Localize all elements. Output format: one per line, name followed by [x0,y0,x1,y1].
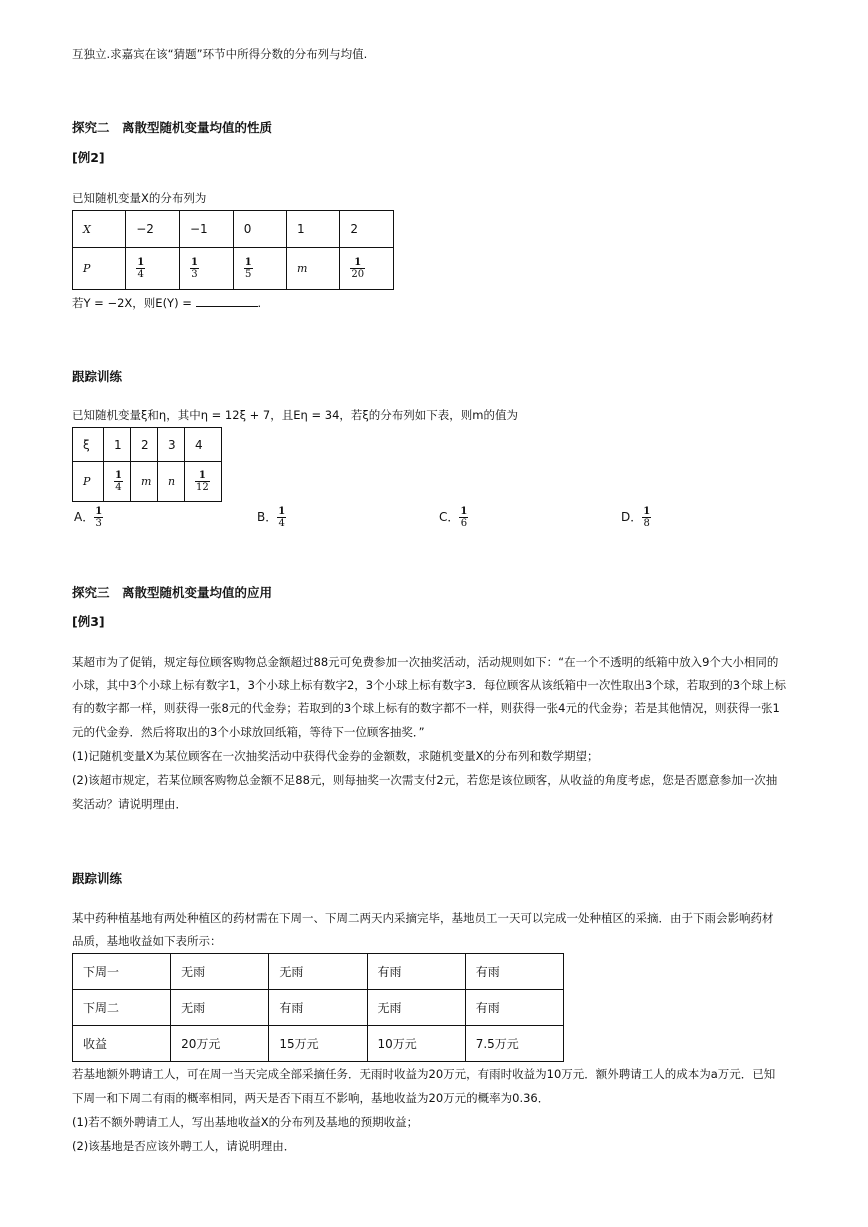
track2-intro-line: 某中药种植基地有两处种植区的药材需在下周一、下周二两天内采摘完毕，基地员工一天可以完成一处种植区的采摘．由于下雨会影响药材 [72,911,774,925]
table-row [73,954,564,990]
table-cell: 无雨 [367,990,465,1026]
table-cell: ξ [73,428,104,462]
track2-body-line: (1)若不额外聘请工人，写出基地收益X的分布列及基地的预期收益； [72,1115,419,1129]
table-cell: m [286,248,339,290]
track2-income-table [72,953,564,1062]
table-cell: 10万元 [367,1026,465,1062]
option-d[interactable] [621,506,651,529]
fraction: $\frac{1}{4}$ [278,506,286,529]
question-end: . [257,296,262,310]
fraction: $\frac{1}{3}$ [190,257,198,280]
example2-intro: 已知随机变量X的分布列为 [72,191,207,205]
table-row [73,990,564,1026]
table-cell: m [131,462,158,502]
table-cell: P [73,462,104,502]
option-b[interactable] [257,506,286,529]
table-row [73,462,222,502]
example3-line: 有的数字都一样，则获得一张8元的代金券；若取到的3个球上标有的数字都不一样，则获得一张4元的代金券；若是其他情况，则获得一张1 [72,701,780,715]
continued-question-text: 互独立.求嘉宾在该“猜题”环节中所得分数的分布列与均值. [72,47,368,61]
example3-line: 某超市为了促销，规定每位顾客购物总金额超过88元可免费参加一次抽奖活动，活动规则如下：“在一个不透明的纸箱中放入9个大小相同的 [72,655,779,669]
fraction: $\frac{1}{5}$ [244,257,252,280]
table-row [73,211,394,248]
fraction: $\frac{1}{20}$ [351,257,365,280]
table-cell: 下周一 [73,954,171,990]
table-cell [340,248,394,290]
track2-body-line: 若基地额外聘请工人，可在周一当天完成全部采摘任务．无雨时收益为20万元，有雨时收益为10万元．额外聘请工人的成本为a万元．已知 [72,1067,776,1081]
table-row [73,248,394,290]
section2-title: 探究二 离散型随机变量均值的性质 [72,120,273,135]
track1-title: 跟踪训练 [72,369,123,384]
fraction: $\frac{1}{4}$ [115,470,122,493]
table-cell: 1 [104,428,131,462]
table-cell: 无雨 [269,954,367,990]
table-cell: −2 [126,211,180,248]
table-cell: P [73,248,126,290]
table-cell: 下周二 [73,990,171,1026]
table-cell: 无雨 [171,954,269,990]
table-cell: 4 [185,428,222,462]
track2-body-line: (2)该基地是否应该外聘工人，请说明理由． [72,1139,296,1153]
track2-title: 跟踪训练 [72,871,123,886]
table-cell: 有雨 [367,954,465,990]
section3-title: 探究三 离散型随机变量均值的应用 [72,585,273,600]
example3-line: 奖活动？请说明理由． [72,797,187,811]
option-label: D． [621,510,643,524]
table-cell: 20万元 [171,1026,269,1062]
table-cell [126,248,180,290]
table-cell [185,462,222,502]
table-cell: 0 [233,211,286,248]
table-cell: 2 [340,211,394,248]
option-label: A． [74,510,95,524]
fraction: $\frac{1}{4}$ [137,257,145,280]
track2-intro-line: 品质，基地收益如下表所示： [72,934,222,948]
option-a[interactable] [74,506,103,529]
fraction: $\frac{1}{6}$ [460,506,468,529]
table-cell: 收益 [73,1026,171,1062]
table-cell: 有雨 [269,990,367,1026]
table-cell: −1 [179,211,233,248]
option-label: C． [439,510,460,524]
table-cell: 15万元 [269,1026,367,1062]
fraction: $\frac{1}{12}$ [196,470,209,493]
table-row [73,1026,564,1062]
track1-intro: 已知随机变量ξ和η，其中η = 12ξ + 7，且Eη = 34，若ξ的分布列如下表，则m的值为 [72,408,518,422]
table-cell [104,462,131,502]
track2-body-line: 下周一和下周二有雨的概率相同，两天是否下雨互不影响，基地收益为20万元的概率为0.36． [72,1091,550,1105]
example3-label: [例3] [72,614,105,629]
table-cell: X [73,211,126,248]
example2-distribution-table [72,210,394,290]
example3-line: (2)该超市规定，若某位顾客购物总金额不足88元，则每抽奖一次需支付2元，若您是该位顾客，从收益的角度考虑，您是否愿意参加一次抽 [72,773,778,787]
table-cell: n [158,462,185,502]
table-cell: 无雨 [171,990,269,1026]
table-row [73,428,222,462]
question-text: 若Y = −2X，则E(Y) = [72,296,192,310]
example2-label: [例2] [72,150,105,165]
example3-line: 元的代金券．然后将取出的3个小球放回纸箱，等待下一位顾客抽奖．” [72,725,425,739]
option-c[interactable] [439,506,468,529]
example3-line: 小球，其中3个小球上标有数字1，3个小球上标有数字2，3个小球上标有数字3．每位顾客从该纸箱中一次性取出3个球，若取到的3个球上标 [72,678,787,692]
table-cell: 有雨 [465,990,563,1026]
track1-distribution-table [72,427,222,502]
option-label: B． [257,510,278,524]
table-cell: 1 [286,211,339,248]
table-cell [233,248,286,290]
table-cell: 3 [158,428,185,462]
table-cell [179,248,233,290]
example2-question [72,294,261,311]
table-cell: 有雨 [465,954,563,990]
example3-line: (1)记随机变量X为某位顾客在一次抽奖活动中获得代金券的金额数，求随机变量X的分布列和数学期望； [72,749,599,763]
fraction: $\frac{1}{3}$ [95,506,103,529]
fraction: $\frac{1}{8}$ [643,506,651,529]
answer-blank [196,294,258,307]
table-cell: 2 [131,428,158,462]
table-cell: 7.5万元 [465,1026,563,1062]
